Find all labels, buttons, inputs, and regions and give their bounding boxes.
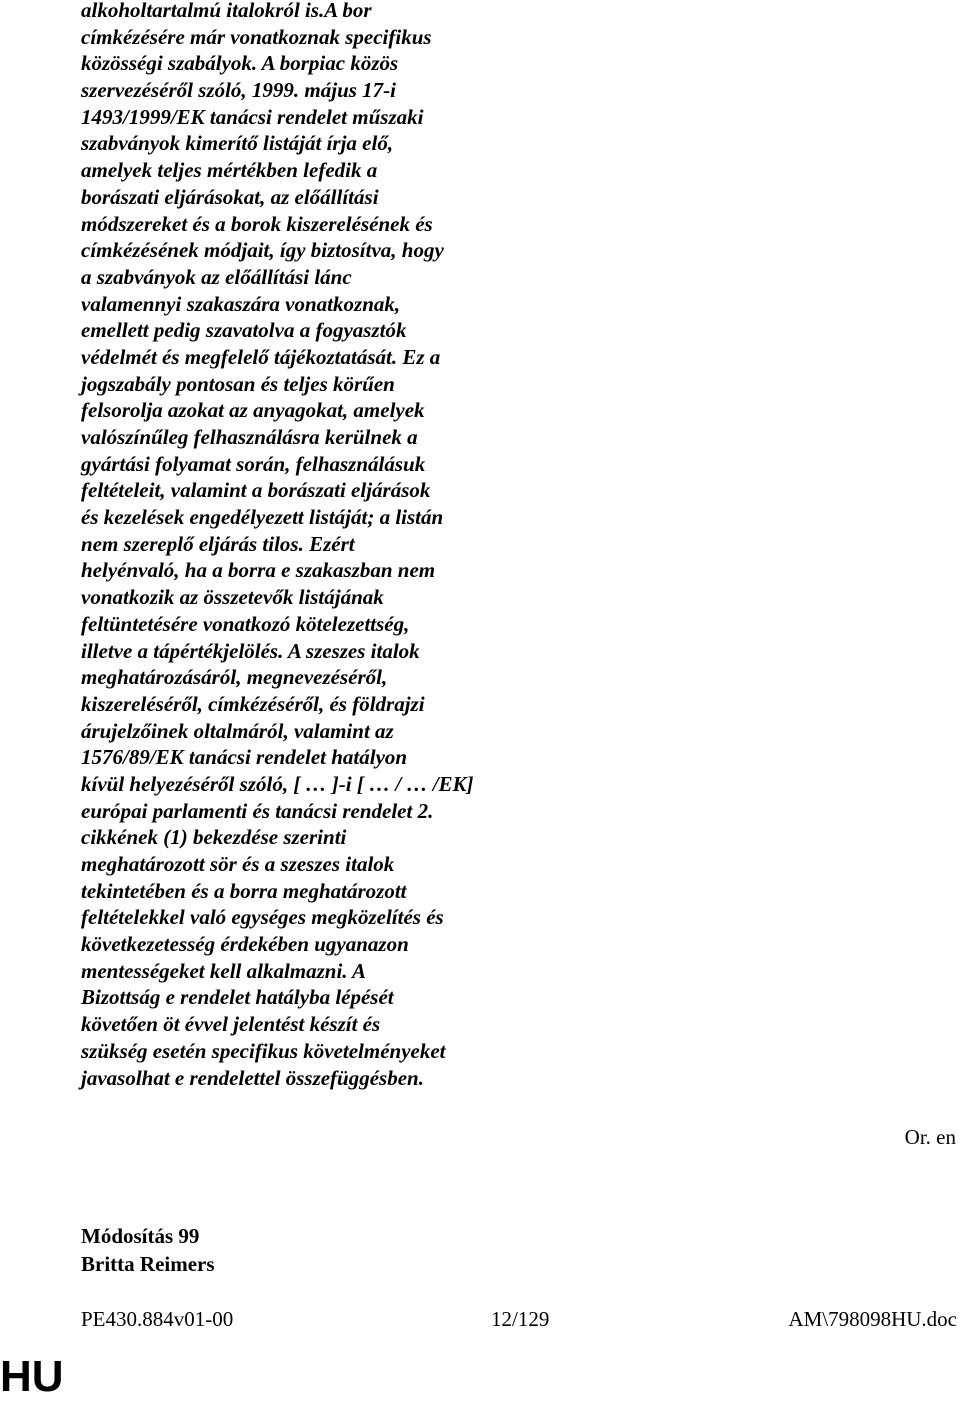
footer-reference: PE430.884v01-00 — [81, 1307, 234, 1331]
amendment-author: Britta Reimers — [81, 1252, 215, 1276]
text-line: meghatározott sör és a szeszes italok — [81, 852, 395, 876]
amendment-justification-text — [81, 0, 501, 1091]
text-line: címkézésének módjait, így biztosítva, hogy — [81, 238, 444, 263]
text-line: valószínűleg felhasználásra kerülnek a — [81, 425, 418, 449]
text-line: tekintetében és a borra meghatározott — [81, 878, 407, 903]
text-line: felsorolja azokat az anyagokat, amelyek — [81, 398, 425, 423]
footer-document-name: AM\798098HU.doc — [788, 1307, 957, 1331]
footer-page-number: 12/129 — [491, 1307, 550, 1331]
text-line: helyénvaló, ha a borra e szakaszban nem — [81, 558, 436, 583]
text-line: 1576/89/EK tanácsi rendelet hatályon — [81, 745, 408, 770]
text-line: feltüntetésére vonatkozó kötelezettség, — [81, 611, 410, 636]
text-line: árujelzőinek oltalmáról, valamint az — [81, 718, 394, 743]
text-line: védelmét és megfelelő tájékoztatását. Ez a — [81, 344, 441, 369]
text-line: a szabványok az előállítási lánc — [81, 264, 352, 289]
text-line: vonatkozik az összetevők listájának — [81, 585, 384, 610]
text-line: illetve a tápértékjelölés. A szeszes italok — [81, 638, 420, 663]
text-line: javasolhat e rendelettel összefüggésben. — [81, 1065, 424, 1090]
text-line: szervezéséről szóló, 1999. május 17-i — [81, 78, 396, 103]
text-line: és kezelések engedélyezett listáját; a listán — [81, 505, 444, 530]
text-line: Bizottság e rendelet hatályba lépését — [81, 985, 394, 1010]
text-line: szükség esetén specifikus követelményeket — [81, 1038, 446, 1063]
text-line: cikkének (1) bekezdése szerinti — [81, 825, 347, 850]
text-line: emellett pedig szavatolva a fogyasztók — [81, 318, 407, 343]
text-line: szabványok kimerítő listáját írja elő, — [81, 131, 394, 156]
text-line: európai parlamenti és tanácsi rendelet 2. — [81, 798, 434, 823]
text-line: valamennyi szakaszára vonatkoznak, — [81, 291, 401, 316]
original-language-label: Or. en — [904, 1125, 956, 1149]
text-line: jogszabály pontosan és teljes körűen — [81, 371, 395, 396]
amendment-heading — [81, 1222, 215, 1278]
text-line: gyártási folyamat során, felhasználásuk — [81, 451, 426, 476]
text-line: kívül helyezéséről szóló, [ … ]-i [ … / … /EK] — [81, 771, 474, 796]
text-line: borászati eljárásokat, az előállítási — [81, 184, 379, 209]
text-line: 1493/1999/EK tanácsi rendelet műszaki — [81, 104, 424, 129]
text-line: következetesség érdekében ugyanazon — [81, 932, 409, 957]
text-line: közösségi szabályok. A borpiac közös — [81, 51, 399, 76]
text-line: feltételekkel való egységes megközelítés és — [81, 905, 444, 930]
text-line: alkoholtartalmú italokról is.A bor — [81, 0, 372, 22]
text-line: címkézésére már vonatkoznak specifikus — [81, 24, 432, 49]
text-line: meghatározásáról, megnevezéséről, — [81, 665, 388, 690]
text-line: mentességeket kell alkalmazni. A — [81, 958, 367, 983]
language-code: HU — [0, 1352, 64, 1401]
text-line: módszereket és a borok kiszerelésének és — [81, 211, 433, 236]
text-line: követően öt évvel jelentést készít és — [81, 1012, 381, 1037]
text-line: nem szereplő eljárás tilos. Ezért — [81, 531, 355, 556]
text-line: amelyek teljes mértékben lefedik a — [81, 158, 378, 183]
text-line: feltételeit, valamint a borászati eljárások — [81, 478, 431, 503]
amendment-number: Módosítás 99 — [81, 1224, 200, 1248]
text-line: kiszereléséről, címkézéséről, és földrajzi — [81, 691, 425, 716]
